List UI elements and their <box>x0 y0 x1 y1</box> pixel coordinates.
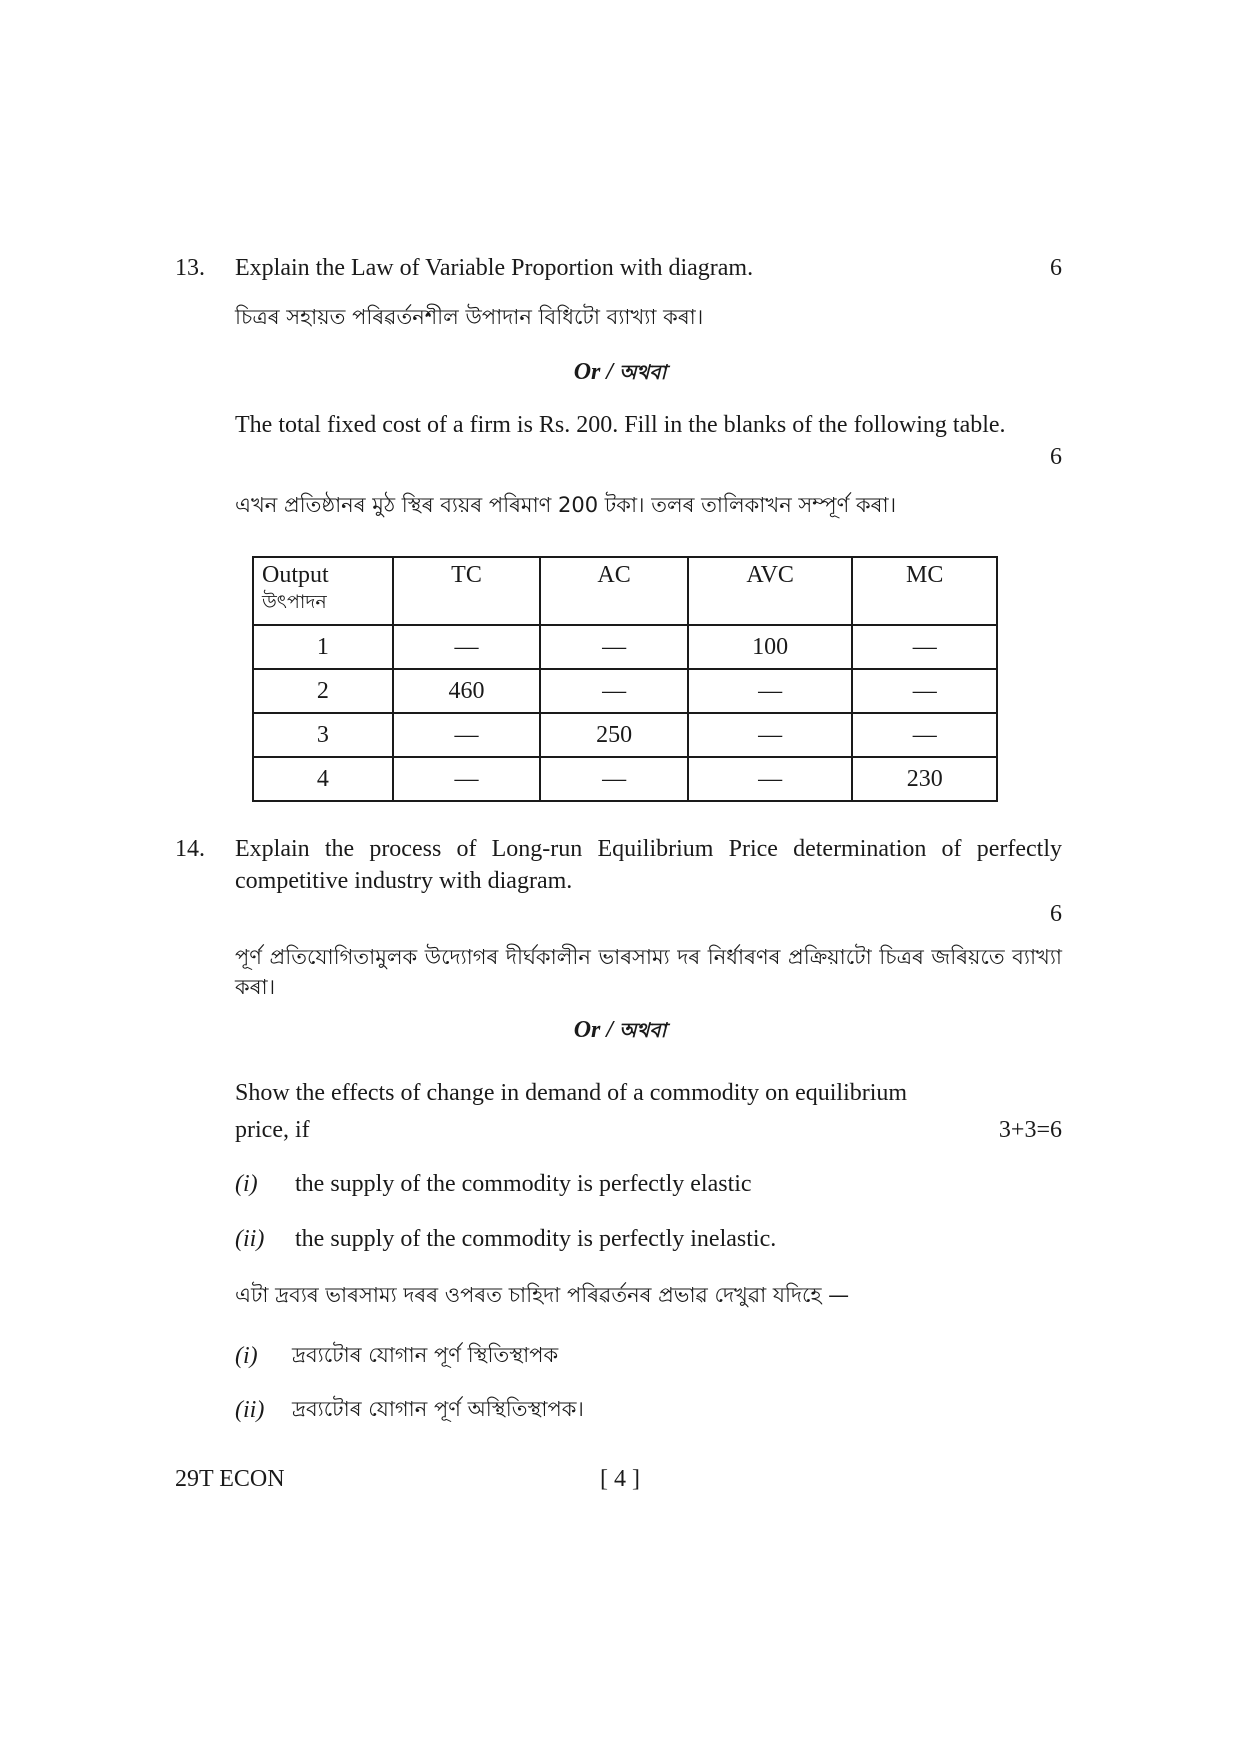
question-14-marks: 6 <box>1050 901 1062 927</box>
item-text-assamese: দ্ৰব্যটোৰ যোগান পূৰ্ণ স্থিতিস্থাপক <box>292 1343 559 1367</box>
or-label: Or / <box>573 359 614 385</box>
table-header-row <box>253 557 997 625</box>
table-cell: — <box>393 757 541 801</box>
table-cell: 460 <box>393 669 541 713</box>
table-cell: — <box>393 625 541 669</box>
table-header-avc: AVC <box>688 557 853 625</box>
table-cell: — <box>393 713 541 757</box>
table-cell: — <box>852 625 997 669</box>
table-cell: — <box>852 669 997 713</box>
question-14-alt-text-line1: Show the effects of change in demand of a commodity on equilibrium <box>235 1080 908 1106</box>
cost-table <box>252 556 998 802</box>
table-header-tc: TC <box>393 557 541 625</box>
table-header-mc: MC <box>852 557 997 625</box>
table-cell: — <box>688 757 853 801</box>
item-text-assamese: দ্ৰব্যটোৰ যোগান পূৰ্ণ অস্থিতিস্থাপক। <box>292 1397 584 1421</box>
page-number: [ 4 ] <box>600 1466 640 1492</box>
table-cell: — <box>852 713 997 757</box>
table-cell: 230 <box>852 757 997 801</box>
question-13-alt-text-assamese: এখন প্ৰতিষ্ঠানৰ মুঠ স্থিৰ ব্যয়ৰ পৰিমাণ 200 টকা। তলৰ তালিকাখন সম্পূৰ্ণ কৰা। <box>235 493 897 517</box>
question-14-text-assamese: পূৰ্ণ প্ৰতিযোগিতামুলক উদ্যোগৰ দীৰ্ঘকালীন ভাৰসাম্য দৰ নিৰ্ধাৰণৰ প্ৰক্ৰিয়াটো চিত্ৰৰ জৰিয়তে ব্যাখ্যা কৰা। <box>235 945 1062 999</box>
table-cell: 3 <box>253 713 393 757</box>
question-14-alt-text-assamese: এটা দ্ৰব্যৰ ভাৰসাম্য দৰৰ ওপৰত চাহিদা পৰিৱৰ্তনৰ প্ৰভাৱ দেখুৱা যদিহে — <box>235 1283 850 1307</box>
table-header-ac: AC <box>540 557 688 625</box>
table-header-output <box>253 557 393 625</box>
table-cell: — <box>540 669 688 713</box>
table-cell: — <box>540 757 688 801</box>
question-14-alt-marks: 3+3=6 <box>998 1117 1062 1143</box>
question-13-number: 13. <box>175 255 205 281</box>
table-cell: 4 <box>253 757 393 801</box>
table-row <box>253 625 997 669</box>
question-13-alt-marks: 6 <box>1050 444 1062 470</box>
question-14-text: Explain the process of Long-run Equilibrium Price determination of perfectly competitive industry with diagram. <box>235 836 1062 894</box>
or-label-assamese: অথবা <box>619 1018 667 1042</box>
table-cell: — <box>688 713 853 757</box>
item-label: (i) <box>235 1343 258 1369</box>
question-13-alt-text: The total fixed cost of a firm is Rs. 200. Fill in the blanks of the following table. <box>235 412 1006 438</box>
table-cell: — <box>688 669 853 713</box>
output-label: Output <box>262 562 329 588</box>
item-text: the supply of the commodity is perfectly inelastic. <box>295 1226 777 1252</box>
question-14-number: 14. <box>175 836 205 862</box>
table-cell: 1 <box>253 625 393 669</box>
table-cell: — <box>540 625 688 669</box>
paper-code: 29T ECON <box>175 1466 285 1492</box>
item-label: (i) <box>235 1171 258 1197</box>
output-label-assamese: উৎপাদন <box>262 591 327 613</box>
question-13-text-assamese: চিত্ৰৰ সহায়ত পৰিৱৰ্তনশীল উপাদান বিধিটো ব্যাখ্যা কৰা। <box>235 305 704 329</box>
item-label: (ii) <box>235 1226 265 1252</box>
table-row <box>253 757 997 801</box>
or-divider-14 <box>0 1016 1240 1049</box>
table-row <box>253 669 997 713</box>
or-label-assamese: অথবা <box>619 360 667 384</box>
item-text: the supply of the commodity is perfectly elastic <box>295 1171 752 1197</box>
table-cell: 100 <box>688 625 853 669</box>
table-cell: 250 <box>540 713 688 757</box>
question-13-text: Explain the Law of Variable Proportion with diagram. <box>235 255 754 281</box>
or-label: Or / <box>573 1017 614 1043</box>
table-cell: 2 <box>253 669 393 713</box>
question-14-alt-text-line2: price, if <box>235 1117 310 1143</box>
or-divider-13 <box>0 358 1240 391</box>
item-label: (ii) <box>235 1397 265 1423</box>
question-13-marks: 6 <box>1050 255 1062 281</box>
table-row <box>253 713 997 757</box>
